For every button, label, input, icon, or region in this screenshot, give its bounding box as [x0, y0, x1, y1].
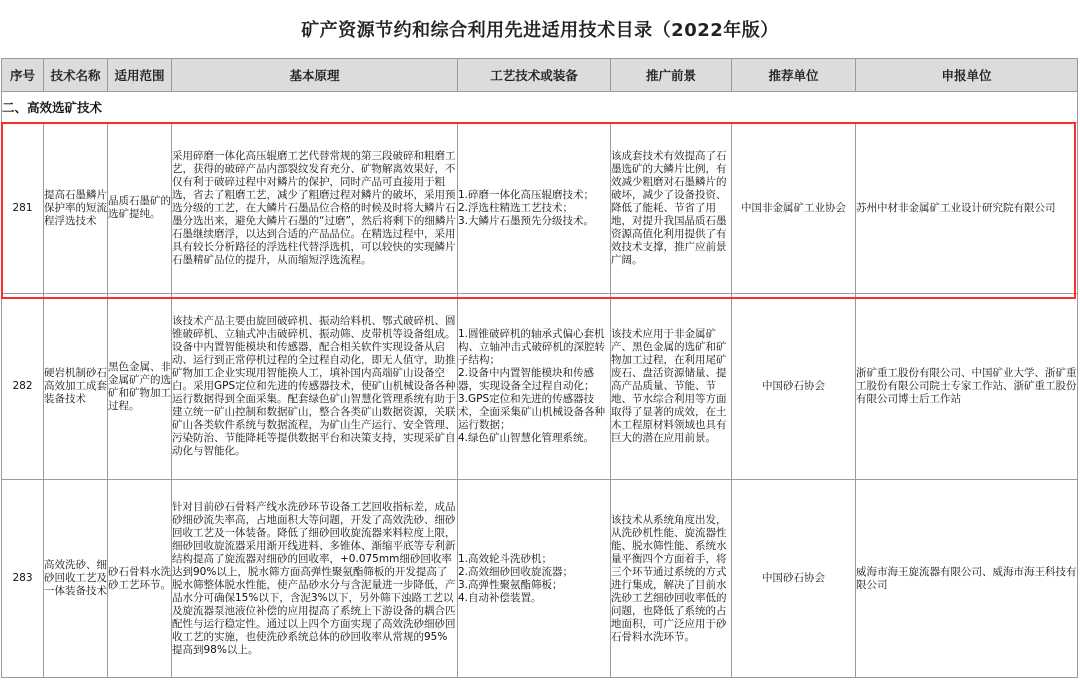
cell-process: 1.碎磨一体化高压辊磨技术； 2.浮选柱精选工艺技术； 3.大鳞片石墨预先分级技术。 — [458, 123, 611, 294]
header-process: 工艺技术或装备 — [458, 59, 611, 92]
header-row — [2, 59, 1078, 92]
cell-no: 281 — [2, 123, 44, 294]
cell-name: 硬岩机制砂石高效加工成套装备技术 — [44, 294, 108, 480]
table-row — [2, 480, 1078, 678]
cell-scope: 晶质石墨矿的选矿提纯。 — [108, 123, 172, 294]
cell-prospect: 该技术应用于非金属矿产、黑色金属的选矿和矿物加工过程，在利用尾矿废石、盘活资源储量、提高产品质量、节能、节地、节水综合利用等方面取得了显著的成效，在土木工程原材料领域也具有巨大的潜在应用前景。 — [611, 294, 732, 480]
cell-process: 1.圆锥破碎机的轴承式偏心套机构、立轴冲击式破碎机的深腔转子结构； 2.设备中内置智能模块和传感器，实现设备全过程自动化； 3.GPS定位和先进的传感器技术，全面采集矿山机械设备各种运行数据； 4.绿色矿山智慧化管理系统。 — [458, 294, 611, 480]
header-prospect: 推广前景 — [611, 59, 732, 92]
cell-principle: 针对目前砂石骨料产线水洗砂环节设备工艺回收指标差，成品砂细砂流失率高，占地面积大等问题，开发了高效洗砂、细砂回收工艺及一体装备。降低了细砂回收旋流器来料粒度上限，细砂回收旋流器采用渐开线进料、多锥体、渐缩平底等专利新结构提高了旋流器对细砂的回收率，+0.075mm细砂回收率达到90%以上，脱水筛方面高弹性聚氨酯筛板的开发提高了脱水筛整体脱水性能，使产品砂水分与含泥量进一步降低，产品水分可确保15%以下，含泥3%以下，另外筛下浊路工艺以及旋流器泵池液位补偿的应用提高了系统上下游设备的耦合匹配性与运行稳定性。通过以上四个方面实现了高效洗砂细砂回收工艺的实施，也使洗砂系统总体的砂回收率从常规的95%提高到98%以上。 — [172, 480, 458, 678]
table-row — [2, 123, 1078, 294]
cell-prospect: 该成套技术有效提高了石墨选矿的大鳞片比例，有效减少粗磨对石墨鳞片的破坏，减少了设备投资、降低了能耗、节省了用地，对提升我国晶质石墨资源高值化利用提供了有效技术支撑，推广应前景广阔。 — [611, 123, 732, 294]
header-no: 序号 — [2, 59, 44, 92]
section-row — [2, 92, 1078, 123]
cell-process: 1.高效轮斗洗砂机； 2.高效细砂回收旋流器； 3.高弹性聚氨酯筛板； 4.自动补偿装置。 — [458, 480, 611, 678]
header-recommender: 推荐单位 — [732, 59, 856, 92]
header-scope: 适用范围 — [108, 59, 172, 92]
header-principle: 基本原理 — [172, 59, 458, 92]
cell-principle: 采用碎磨一体化高压辊磨工艺代替常规的第三段破碎和粗磨工艺，获得的破碎产品内部裂纹发育充分、矿物解离效果好，不仅有利于破碎过程中对鳞片的保护，同时产品可直接用于粗选，省去了粗磨工艺，减少了粗磨过程对鳞片的破坏，采用预选分级的工艺，在大鳞片石墨品位合格的时候及时将大鳞片石墨分选出来，避免大鳞片石墨的“过磨”，然后将剩下的细鳞片石墨继续磨浮，以达到合适的产品品位。在精选过程中，采用具有较长分析路径的浮选柱代替浮选机，可以较快的实现鳞片石墨精矿品位的提升，从而缩短浮选流程。 — [172, 123, 458, 294]
cell-recommender: 中国砂石协会 — [732, 294, 856, 480]
cell-recommender: 中国非金属矿工业协会 — [732, 123, 856, 294]
cell-applicant: 威海市海王旋流器有限公司、威海市海王科技有限公司 — [856, 480, 1078, 678]
cell-name: 高效洗砂、细砂回收工艺及一体装备技术 — [44, 480, 108, 678]
cell-principle: 该技术产品主要由旋回破碎机、振动给料机、鄂式破碎机、圆锥破碎机、立轴式冲击破碎机、振动筛、皮带机等设备组成。设备中内置智能模块和传感器，配合相关软件实现设备从启动、运行到正常停机过程的全过程自动化，即无人值守，助推矿物加工企业实现用智能换人工，填补国内高端矿山设备空白。采用GPS定位和先进的传感器技术，使矿山机械设备各种运行数据得到全面采集。配套绿色矿山智慧化管理系统有助于建立统一矿山控制和数据矿山，整合各类矿山数据资源，关联矿山各类软件系统与数据流程，为矿山生产运行、安全管理、污染防治、节能降耗等提供数据平台和决策支持，实现采矿自动化与智能化。 — [172, 294, 458, 480]
table-row — [2, 294, 1078, 480]
cell-scope: 黑色金属、非金属矿产的选矿和矿物加工过程。 — [108, 294, 172, 480]
cell-no: 283 — [2, 480, 44, 678]
cell-prospect: 该技术从系统角度出发，从洗砂机性能、旋流器性能、脱水筛性能、系统水量平衡四个方面着手，将三个环节通过系统的方式进行集成，解决了目前水洗砂工艺细砂回收率低的问题，也降低了系统的占地面积，可广泛应用于砂石骨料水洗环节。 — [611, 480, 732, 678]
header-applicant: 申报单位 — [856, 59, 1078, 92]
catalog-table — [1, 58, 1078, 678]
cell-scope: 砂石骨料水洗砂工艺环节。 — [108, 480, 172, 678]
cell-applicant: 苏州中材非金属矿工业设计研究院有限公司 — [856, 123, 1078, 294]
cell-name: 提高石墨鳞片保护率的短流程浮选技术 — [44, 123, 108, 294]
cell-no: 282 — [2, 294, 44, 480]
header-name: 技术名称 — [44, 59, 108, 92]
section-title: 二、高效选矿技术 — [2, 92, 1078, 123]
page-title: 矿产资源节约和综合利用先进适用技术目录（2022年版） — [301, 20, 779, 41]
cell-recommender: 中国砂石协会 — [732, 480, 856, 678]
cell-applicant: 浙矿重工股份有限公司、中国矿业大学、浙矿重工股份有限公司院士专家工作站、浙矿重工股份有限公司博士后工作站 — [856, 294, 1078, 480]
